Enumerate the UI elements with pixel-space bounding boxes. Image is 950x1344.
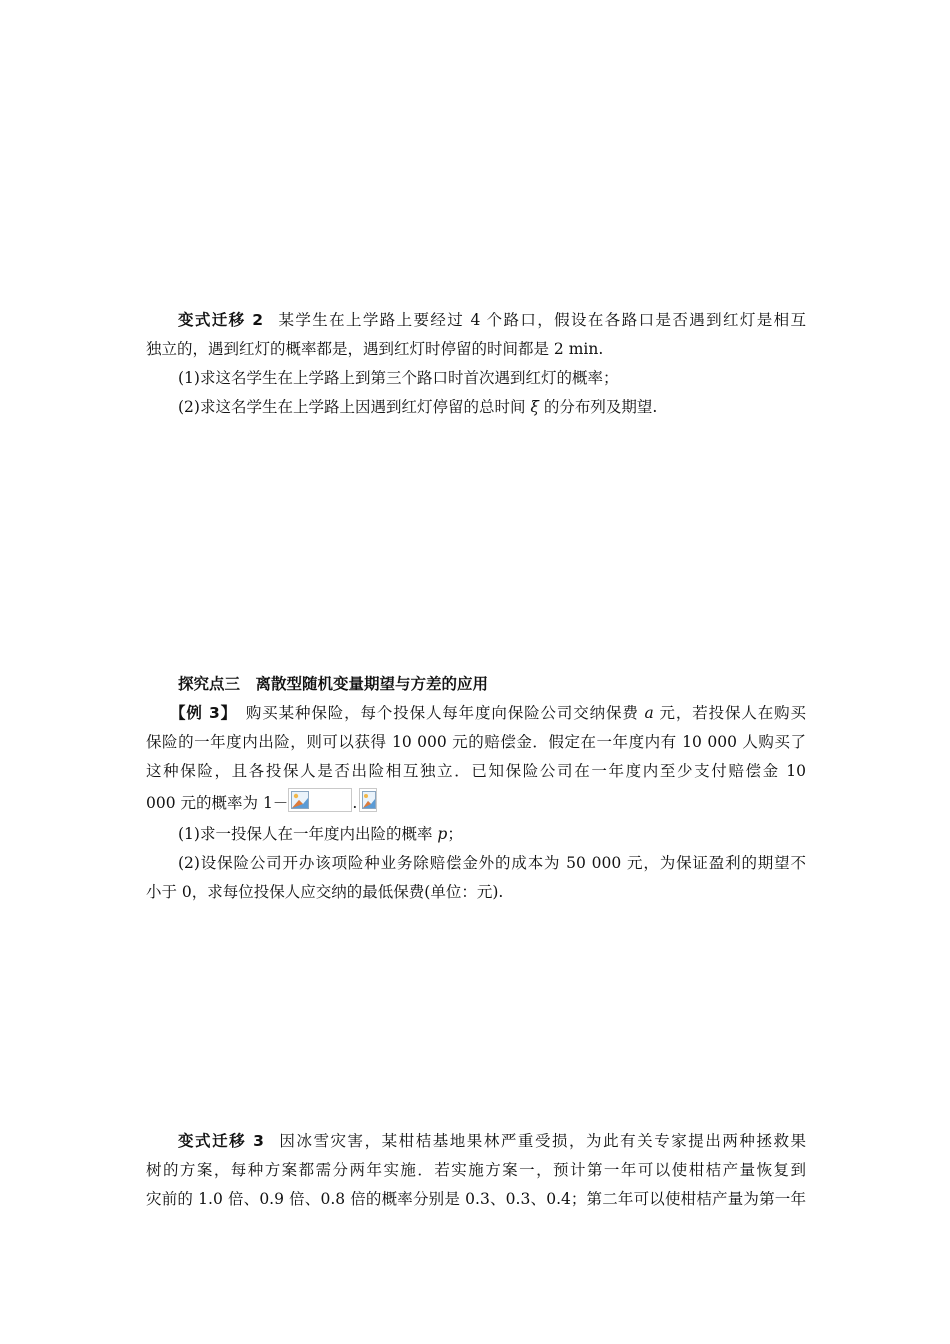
variant2-line2: 独立的，遇到红灯的概率都是，遇到红灯时停留的时间都是 2 min. bbox=[146, 340, 604, 358]
variant2-question1: (1)求这名学生在上学路上到第三个路口时首次遇到红灯的概率； bbox=[178, 369, 619, 387]
example3-question2-line2: 小于 0，求每位投保人应交纳的最低保费(单位：元). bbox=[146, 883, 504, 901]
section-3-title: 探究点三 离散型随机变量期望与方差的应用 bbox=[178, 675, 489, 693]
variant2-heading: 变式迁移 2 bbox=[178, 311, 264, 329]
example-3 bbox=[146, 699, 806, 907]
a-variable: a bbox=[644, 704, 654, 722]
variant3-heading: 变式迁移 3 bbox=[178, 1132, 264, 1150]
p-variable: p bbox=[437, 825, 448, 843]
variant3-line3: 灾前的 1.0 倍、0.9 倍、0.8 倍的概率分别是 0.3、0.3、0.4；第二年可以使柑桔产量为第一年 bbox=[146, 1190, 806, 1208]
example3-label: 【例 3】 bbox=[170, 704, 238, 722]
example3-line3: 这种保险，且各投保人是否出险相互独立．已知保险公司在一年度内至少支付赔偿金 10 bbox=[146, 762, 806, 780]
xi-variable: ξ bbox=[530, 398, 539, 416]
variant-exercise-2 bbox=[146, 306, 806, 422]
variant2-question2: (2)求这名学生在上学路上因遇到红灯停留的总时间 ξ 的分布列及期望. bbox=[178, 398, 658, 416]
example3-question1: (1)求一投保人在一年度内出险的概率 p； bbox=[178, 825, 463, 843]
broken-image-icon bbox=[359, 788, 377, 812]
example3-line1: 【例 3】 购买某种保险，每个投保人每年度向保险公司交纳保费 a 元，若投保人在购买 bbox=[170, 704, 806, 722]
variant2-line1: 变式迁移 2 某学生在上学路上要经过 4 个路口，假设在各路口是否遇到红灯是相互 bbox=[178, 311, 807, 329]
example3-line2: 保险的一年度内出险，则可以获得 10 000 元的赔偿金．假定在一年度内有 10 000 人购买了 bbox=[146, 733, 806, 751]
example3-line4: 000 元的概率为 1－ . bbox=[146, 786, 806, 820]
variant3-line2: 树的方案，每种方案都需分两年实施．若实施方案一，预计第一年可以使柑桔产量恢复到 bbox=[146, 1161, 806, 1179]
example3-question2-line1: (2)设保险公司开办该项险种业务除赔偿金外的成本为 50 000 元，为保证盈利的期望不 bbox=[178, 854, 806, 872]
section-3 bbox=[146, 670, 806, 699]
variant3-line1: 变式迁移 3 因冰雪灾害，某柑桔基地果林严重受损，为此有关专家提出两种拯救果 bbox=[178, 1132, 806, 1150]
variant-exercise-3 bbox=[146, 1127, 806, 1214]
broken-image-icon bbox=[288, 788, 352, 812]
